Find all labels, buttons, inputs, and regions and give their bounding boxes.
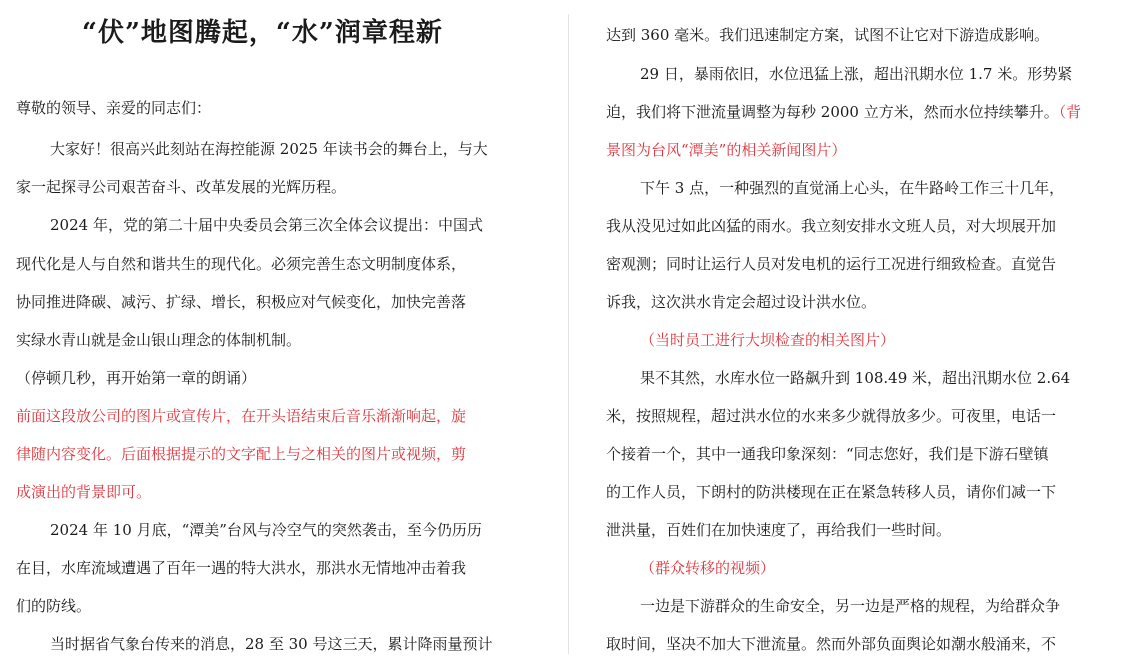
production-note-inline: （背	[1058, 103, 1082, 121]
paragraph-line: 的工作人员，下朗村的防洪楼现在正在紧急转移人员，请你们减一下	[606, 483, 1057, 501]
production-note-line: 前面这段放公司的图片或宣传片，在开头语结束后音乐渐渐响起，旋	[16, 407, 467, 425]
document-title: “伏”地图腾起，“水”润章程新	[82, 18, 443, 48]
production-note-line: 景图为台风“潭美”的相关新闻图片）	[606, 141, 847, 159]
paragraph-line: 2024 年，党的第二十届中央委员会第三次全体会议提出：中国式	[50, 216, 483, 234]
production-note-line: 成演出的背景即可。	[16, 483, 152, 501]
paragraph-line: 诉我，这次洪水肯定会超过设计洪水位。	[606, 293, 877, 311]
paragraph-line: 现代化是人与自然和谐共生的现代化。必须完善生态文明制度体系，	[16, 255, 467, 273]
production-note-line: （当时员工进行大坝检查的相关图片）	[640, 331, 896, 349]
paragraph-line: 个接着一个，其中一通我印象深刻：“同志您好，我们是下游石壁镇	[606, 445, 1049, 463]
paragraph-line: 下午 3 点，一种强烈的直觉涌上心头，在牛路岭工作三十几年，	[640, 179, 1065, 197]
paragraph-line: 果不其然，水库水位一路飙升到 108.49 米，超出汛期水位 2.64	[640, 369, 1071, 387]
paragraph-line: 2024 年 10 月底，“潭美”台风与冷空气的突然袭击，至今仍历历	[50, 521, 482, 539]
production-note-line: （群众转移的视频）	[640, 559, 776, 577]
paragraph-line: 一边是下游群众的生命安全，另一边是严格的规程，为给群众争	[640, 597, 1061, 615]
stage-direction: （停顿几秒，再开始第一章的朗诵）	[16, 369, 257, 387]
paragraph-line: 们的防线。	[16, 597, 92, 615]
paragraph-line: 我从没见过如此凶猛的雨水。我立刻安排水文班人员，对大坝展开加	[606, 217, 1057, 235]
paragraph-line: 达到 360 毫米。我们迅速制定方案，试图不让它对下游造成影响。	[606, 26, 1050, 44]
paragraph-line: 米，按照规程，超过洪水位的水来多少就得放多少。可夜里，电话一	[606, 407, 1057, 425]
paragraph-line: 29 日，暴雨依旧，水位迅猛上涨，超出汛期水位 1.7 米。形势紧	[640, 65, 1073, 83]
greeting-line: 尊敬的领导、亲爱的同志们：	[16, 99, 212, 117]
paragraph-line: 密观测；同时让运行人员对发电机的运行工况进行细致检查。直觉告	[606, 255, 1057, 273]
paragraph-line: 取时间，坚决不加大下泄流量。然而外部负面舆论如潮水般涌来，不	[606, 635, 1057, 653]
paragraph-line: 实绿水青山就是金山银山理念的体制机制。	[16, 331, 302, 349]
production-note-line: 律随内容变化。后面根据提示的文字配上与之相关的图片或视频，剪	[16, 445, 467, 463]
column-divider	[568, 14, 569, 654]
paragraph-line: 当时据省气象台传来的消息，28 至 30 号这三天，累计降雨量预计	[50, 635, 493, 653]
paragraph-line: 大家好！很高兴此刻站在海控能源 2025 年读书会的舞台上，与大	[50, 140, 488, 158]
paragraph-line: 协同推进降碳、减污、扩绿、增长，积极应对气候变化，加快完善落	[16, 293, 467, 311]
paragraph-line: 泄洪量，百姓们在加快速度了，再给我们一些时间。	[606, 521, 952, 539]
paragraph-line: 家一起探寻公司艰苦奋斗、改革发展的光辉历程。	[16, 178, 347, 196]
paragraph-line: 在目，水库流域遭遇了百年一遇的特大洪水，那洪水无情地冲击着我	[16, 559, 467, 577]
paragraph-text: 迫，我们将下泄流量调整为每秒 2000 立方米，然而水位持续攀升。	[606, 103, 1059, 121]
paragraph-line	[606, 102, 1081, 122]
